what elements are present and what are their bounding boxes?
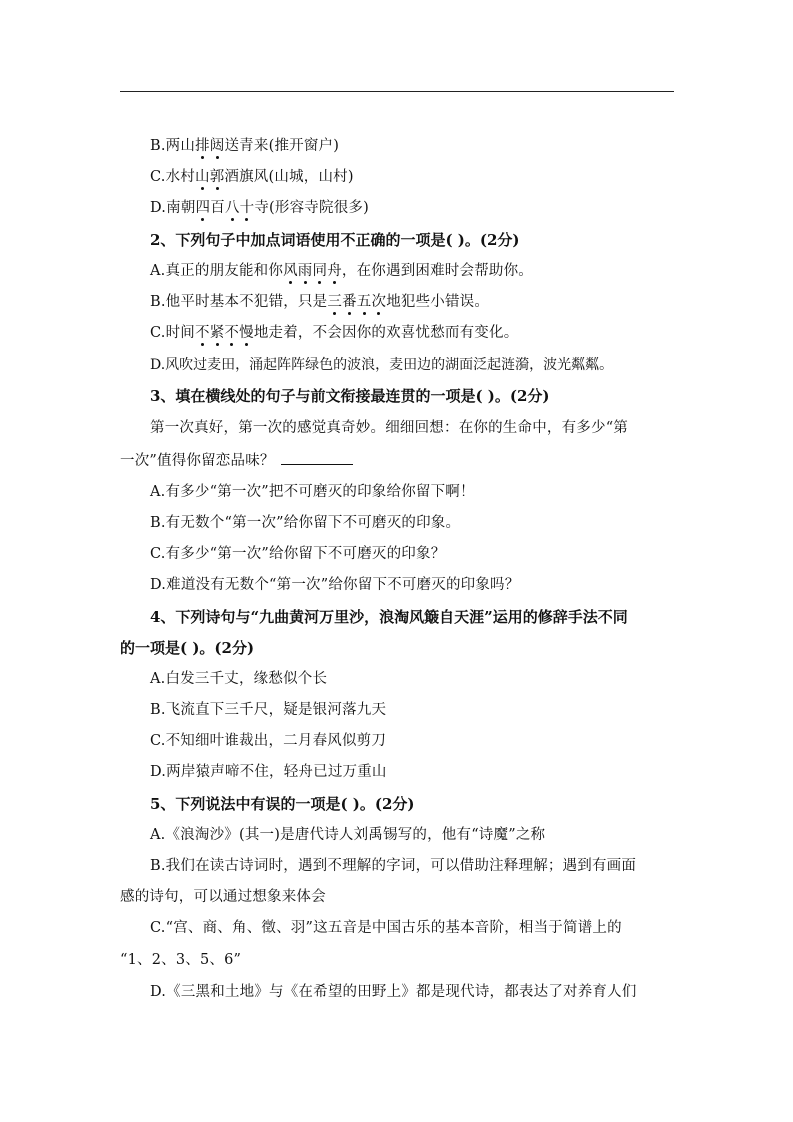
- q4-option-a: A.白发三千丈，缘愁似个长: [150, 671, 328, 687]
- q4-title-line1: 4、下列诗句与“九曲黄河万里沙，浪淘风簸自天涯”运用的修辞手法不同: [150, 608, 628, 626]
- q5-option-b-line1: B.我们在读古诗词时，遇到不理解的字词，可以借助注释理解；遇到有画面: [150, 858, 637, 874]
- q5-option-c-line1: C.“宫、商、角、徵、羽”这五音是中国古乐的基本音阶，相当于简谱上的: [150, 920, 622, 936]
- q2-option-a: A.真正的朋友能和你风雨同舟，在你遇到困难时会帮助你。: [150, 263, 534, 279]
- q4-option-c: C.不知细叶谁裁出，二月春风似剪刀: [150, 733, 387, 749]
- q4-option-d: D.两岸猿声啼不住，轻舟已过万重山: [150, 764, 387, 780]
- q5-option-c-line2: “1、2、3、5、6”: [120, 952, 242, 968]
- q2-option-c: C.时间不紧不慢地走着，不会因你的欢喜忧愁而有变化。: [150, 325, 519, 341]
- q1-option-d: D.南朝四百八十寺(形容寺院很多): [150, 200, 369, 216]
- q2-title: 2、下列句子中加点词语使用不正确的一项是( )。(2分): [150, 231, 520, 249]
- q1-option-b: B.两山排闼送青来(推开窗户): [150, 138, 340, 154]
- q5-option-a: A.《浪淘沙》(其一)是唐代诗人刘禹锡写的，他有“诗魔”之称: [150, 827, 546, 843]
- q5-option-b-line2: 感的诗句，可以通过想象来体会: [120, 889, 326, 905]
- q3-option-b: B.有无数个“第一次”给你留下不可磨灭的印象。: [150, 515, 461, 531]
- q4-option-b: B.飞流直下三千尺，疑是银河落九天: [150, 702, 387, 718]
- q2-option-b: B.他平时基本不犯错，只是三番五次地犯些小错误。: [150, 294, 490, 310]
- header-rule: [120, 91, 674, 92]
- q2-option-d: D.风吹过麦田，涌起阵阵绿色的波浪，麦田边的湖面泛起涟漪，波光粼粼。: [150, 357, 614, 373]
- q1-option-c: C.水村山郭酒旗风(山城，山村): [150, 169, 354, 185]
- q3-option-c: C.有多少“第一次”给你留下不可磨灭的印象？: [150, 546, 446, 562]
- q4-title-line2: 的一项是( )。(2分): [120, 639, 255, 657]
- q5-title: 5、下列说法中有误的一项是( )。(2分): [150, 795, 415, 813]
- q3-stem-line2: 一次”值得你留恋品味？: [120, 450, 353, 471]
- q3-title: 3、填在横线处的句子与前文衔接最连贯的一项是( )。(2分): [150, 387, 550, 405]
- q3-stem-line1: 第一次真好，第一次的感觉真奇妙。细细回想：在你的生命中，有多少“第: [150, 420, 629, 436]
- q5-option-d-line1: D.《三黑和土地》与《在希望的田野上》都是现代诗，都表达了对养育人们: [150, 984, 637, 1000]
- q3-option-a: A.有多少“第一次”把不可磨灭的印象给你留下啊！: [150, 484, 475, 500]
- answer-blank[interactable]: [281, 450, 353, 465]
- q3-option-d: D.难道没有无数个“第一次”给你留下不可磨灭的印象吗？: [150, 577, 520, 593]
